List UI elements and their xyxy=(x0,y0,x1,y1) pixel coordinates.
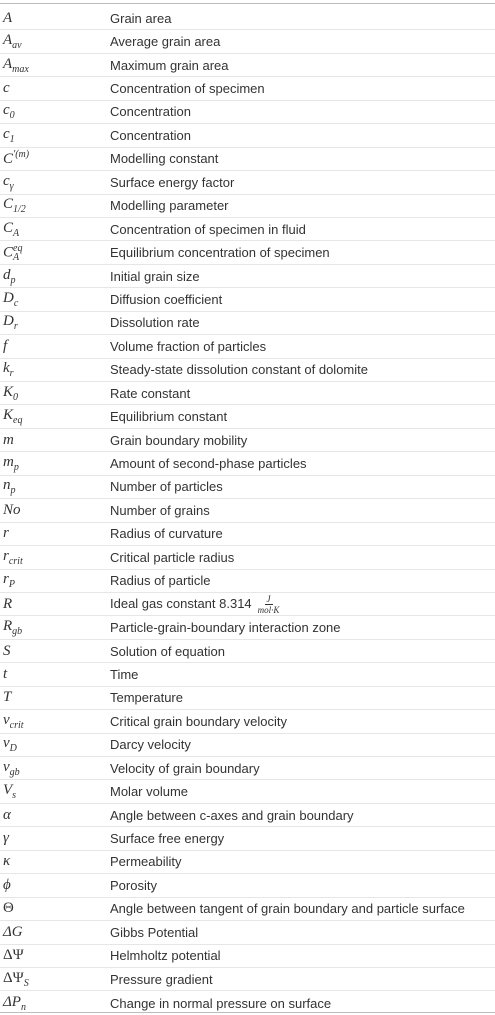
symbol-base: S xyxy=(3,642,11,659)
symbol-subscript: γ xyxy=(9,180,14,192)
description-text: Number of grains xyxy=(110,502,210,518)
symbol-subscript: 1/2 xyxy=(13,204,26,216)
symbol-cell xyxy=(0,618,110,637)
table-row xyxy=(0,640,495,663)
description-cell xyxy=(110,550,495,565)
description-text: Grain area xyxy=(110,10,172,26)
symbol-subscript: 1 xyxy=(9,133,15,145)
script-stack xyxy=(13,244,22,262)
symbol-base: A xyxy=(3,9,13,26)
description-text: Average grain area xyxy=(110,34,221,50)
table-row xyxy=(0,382,495,405)
description-cell xyxy=(110,456,495,471)
table-row xyxy=(0,710,495,733)
symbol-cell xyxy=(0,149,110,168)
symbol-subscript: P xyxy=(8,579,15,591)
description-cell xyxy=(110,339,495,354)
symbol-cell xyxy=(0,830,110,847)
symbol-base: ΔΨ xyxy=(3,947,24,964)
symbol-superscript: eq xyxy=(13,242,23,254)
symbol-base: γ xyxy=(3,830,9,847)
symbol-base: c xyxy=(3,80,10,97)
description-cell xyxy=(110,479,495,494)
description-cell xyxy=(110,901,495,916)
symbol-subscript: r xyxy=(9,368,14,380)
description-text: Solution of equation xyxy=(110,643,225,659)
description-text: Particle-grain-boundary interaction zone xyxy=(110,620,341,636)
symbol-base: c xyxy=(3,102,10,119)
symbol-base: R xyxy=(3,618,13,635)
description-cell xyxy=(110,644,495,659)
description-text: Volume fraction of particles xyxy=(110,338,267,354)
symbol-base: v xyxy=(3,735,10,752)
description-cell xyxy=(110,808,495,823)
symbol-cell xyxy=(0,267,110,286)
description-text: Gibbs Potential xyxy=(110,924,199,940)
description-text: Concentration of specimen xyxy=(110,81,265,97)
description-cell xyxy=(110,503,495,518)
table-row xyxy=(0,359,495,382)
symbol-superscript: ′(m) xyxy=(13,149,30,161)
table-body xyxy=(0,7,495,1015)
symbol-base: v xyxy=(3,711,10,728)
symbol-base: t xyxy=(3,665,8,682)
symbol-subscript: gb xyxy=(12,626,23,638)
description-text: Dissolution rate xyxy=(110,315,200,331)
table-row xyxy=(0,616,495,639)
description-text: Critical grain boundary velocity xyxy=(110,713,288,729)
symbol-base: v xyxy=(3,758,10,775)
table-row xyxy=(0,827,495,850)
symbol-base: α xyxy=(3,806,11,823)
description-text: Surface energy factor xyxy=(110,174,235,190)
symbol-subscript: s xyxy=(12,790,17,802)
table-row xyxy=(0,77,495,100)
symbol-base: C xyxy=(3,219,14,236)
symbol-base: A xyxy=(3,55,13,72)
symbol-cell xyxy=(0,384,110,403)
table-row xyxy=(0,241,495,264)
description-text: Radius of particle xyxy=(110,573,211,589)
description-text: Modelling parameter xyxy=(110,198,229,214)
symbol-subscript: S xyxy=(23,977,29,989)
table-row xyxy=(0,780,495,803)
symbol-base: m xyxy=(3,431,14,448)
description-cell xyxy=(110,948,495,963)
symbol-cell xyxy=(0,548,110,567)
description-cell xyxy=(110,362,495,377)
symbol-cell xyxy=(0,643,110,660)
description-cell xyxy=(110,996,495,1011)
table-row xyxy=(0,874,495,897)
description-cell xyxy=(110,104,495,119)
table-row xyxy=(0,195,495,218)
table-row xyxy=(0,288,495,311)
symbol-subscript: 0 xyxy=(13,391,19,403)
symbol-base: r xyxy=(3,571,9,588)
description-text: Concentration of specimen in fluid xyxy=(110,221,306,237)
table-row xyxy=(0,452,495,475)
table-row xyxy=(0,476,495,499)
symbol-cell xyxy=(0,947,110,964)
description-text: Molar volume xyxy=(110,784,189,800)
symbol-cell xyxy=(0,525,110,542)
description-cell xyxy=(110,198,495,213)
unit-fraction xyxy=(256,594,282,615)
symbol-subscript: A xyxy=(13,227,20,239)
symbol-base: D xyxy=(3,289,14,306)
symbol-subscript: 0 xyxy=(9,110,15,122)
description-text: Angle between c-axes and grain boundary xyxy=(110,807,354,823)
description-cell xyxy=(110,573,495,588)
description-cell xyxy=(110,315,495,330)
description-cell xyxy=(110,222,495,237)
description-cell xyxy=(110,714,495,729)
symbol-cell xyxy=(0,735,110,754)
symbol-base: r xyxy=(3,525,9,542)
table-row xyxy=(0,335,495,358)
table-row xyxy=(0,218,495,241)
description-cell xyxy=(110,151,495,166)
table-bottom-rule xyxy=(0,1012,495,1013)
table-row xyxy=(0,171,495,194)
description-cell xyxy=(110,737,495,752)
description-text: Amount of second-phase particles xyxy=(110,456,307,472)
table-row xyxy=(0,429,495,452)
table-row xyxy=(0,148,495,171)
description-text: Grain boundary mobility xyxy=(110,432,248,448)
description-text: Radius of curvature xyxy=(110,526,223,542)
description-cell xyxy=(110,854,495,869)
symbol-subscript: max xyxy=(12,63,29,75)
table-row xyxy=(0,921,495,944)
description-text: Initial grain size xyxy=(110,268,200,284)
symbol-base: Θ xyxy=(3,900,14,917)
symbol-cell xyxy=(0,502,110,519)
description-cell xyxy=(110,594,495,615)
description-cell xyxy=(110,925,495,940)
description-text: Steady-state dissolution constant of dolomite xyxy=(110,362,368,378)
description-text: Equilibrium constant xyxy=(110,409,228,425)
symbol-base: C xyxy=(3,196,14,213)
symbol-cell xyxy=(0,666,110,683)
unit-denominator: mol·K xyxy=(257,604,280,615)
table-row xyxy=(0,734,495,757)
symbol-base: V xyxy=(3,782,13,799)
table-row xyxy=(0,968,495,991)
symbol-subscript: p xyxy=(10,274,16,286)
description-cell xyxy=(110,175,495,190)
symbol-cell xyxy=(0,338,110,355)
description-text: Rate constant xyxy=(110,385,191,401)
symbol-base: ΔG xyxy=(3,923,23,940)
symbol-base: m xyxy=(3,454,14,471)
symbol-cell xyxy=(0,689,110,706)
symbol-cell xyxy=(0,102,110,121)
symbol-cell xyxy=(0,454,110,473)
description-cell xyxy=(110,58,495,73)
symbol-cell xyxy=(0,807,110,824)
description-cell xyxy=(110,690,495,705)
symbol-base: κ xyxy=(3,853,11,870)
description-cell xyxy=(110,34,495,49)
symbol-cell xyxy=(0,432,110,449)
symbol-base: c xyxy=(3,172,10,189)
table-row xyxy=(0,54,495,77)
symbol-base: No xyxy=(3,501,21,518)
description-text: Permeability xyxy=(110,854,182,870)
symbol-cell xyxy=(0,853,110,870)
description-cell xyxy=(110,761,495,776)
description-cell xyxy=(110,11,495,26)
symbol-base: f xyxy=(3,337,8,354)
symbol-subscript: crit xyxy=(9,719,24,731)
table-row xyxy=(0,687,495,710)
symbol-cell xyxy=(0,712,110,731)
table-row xyxy=(0,101,495,124)
table-row xyxy=(0,570,495,593)
description-text: Critical particle radius xyxy=(110,549,235,565)
description-text: Temperature xyxy=(110,690,183,706)
description-text: Darcy velocity xyxy=(110,737,191,753)
description-cell xyxy=(110,269,495,284)
symbol-cell xyxy=(0,360,110,379)
symbol-base: D xyxy=(3,313,14,330)
table-row xyxy=(0,265,495,288)
symbol-subscript: crit xyxy=(8,555,23,567)
symbol-subscript: gb xyxy=(9,766,20,778)
table-row xyxy=(0,757,495,780)
symbol-base: R xyxy=(3,595,13,612)
symbol-base: K xyxy=(3,407,14,424)
symbol-base: ΔP xyxy=(3,993,21,1010)
symbol-base: ϕ xyxy=(3,876,11,893)
description-text: Equilibrium concentration of specimen xyxy=(110,245,330,261)
symbol-cell xyxy=(0,56,110,75)
description-cell xyxy=(110,831,495,846)
symbol-cell xyxy=(0,782,110,801)
symbol-base: d xyxy=(3,266,11,283)
description-cell xyxy=(110,128,495,143)
description-cell xyxy=(110,386,495,401)
symbol-cell xyxy=(0,80,110,97)
description-text: Change in normal pressure on surface xyxy=(110,995,332,1011)
description-text: Number of particles xyxy=(110,479,223,495)
table-row xyxy=(0,593,495,616)
description-cell xyxy=(110,972,495,987)
symbol-subscript: p xyxy=(13,462,19,474)
symbol-base: C xyxy=(3,244,14,261)
symbol-cell xyxy=(0,994,110,1013)
symbol-cell xyxy=(0,196,110,215)
symbol-cell xyxy=(0,596,110,613)
description-cell xyxy=(110,620,495,635)
table-row xyxy=(0,663,495,686)
symbol-subscript: D xyxy=(9,743,17,755)
description-cell xyxy=(110,292,495,307)
symbol-subscript: n xyxy=(20,1001,26,1013)
symbol-base: A xyxy=(3,32,13,49)
table-row xyxy=(0,546,495,569)
symbol-subscript: c xyxy=(13,297,19,309)
description-text: Pressure gradient xyxy=(110,971,213,987)
symbol-cell xyxy=(0,571,110,590)
table-row xyxy=(0,499,495,522)
symbol-base: r xyxy=(3,547,9,564)
symbol-cell xyxy=(0,32,110,51)
table-top-rule xyxy=(0,3,495,4)
table-row xyxy=(0,7,495,30)
description-text: Concentration xyxy=(110,104,191,120)
table-row xyxy=(0,30,495,53)
description-cell xyxy=(110,878,495,893)
symbol-subscript: av xyxy=(12,40,22,52)
symbol-subscript: p xyxy=(10,485,16,497)
table-row xyxy=(0,405,495,428)
symbol-cell xyxy=(0,407,110,426)
symbol-subscript: eq xyxy=(13,415,23,427)
symbol-base: k xyxy=(3,360,10,377)
description-text: Diffusion coefficient xyxy=(110,291,223,307)
description-cell xyxy=(110,245,495,260)
symbol-cell xyxy=(0,900,110,917)
symbol-cell xyxy=(0,924,110,941)
description-cell xyxy=(110,784,495,799)
description-text: Concentration xyxy=(110,127,191,143)
symbol-cell xyxy=(0,126,110,145)
description-cell xyxy=(110,409,495,424)
symbol-cell xyxy=(0,477,110,496)
table-row xyxy=(0,804,495,827)
description-text: Surface free energy xyxy=(110,831,225,847)
symbol-subscript: A xyxy=(13,251,20,263)
table-row xyxy=(0,312,495,335)
symbol-cell xyxy=(0,220,110,239)
symbol-base: n xyxy=(3,477,11,494)
symbol-subscript: r xyxy=(13,321,18,333)
symbol-cell xyxy=(0,244,110,262)
symbol-cell xyxy=(0,877,110,894)
table-row xyxy=(0,945,495,968)
symbol-base: c xyxy=(3,125,10,142)
description-text: Helmholtz potential xyxy=(110,948,221,964)
symbol-cell xyxy=(0,313,110,332)
symbol-cell xyxy=(0,173,110,192)
symbol-cell xyxy=(0,290,110,309)
symbol-cell xyxy=(0,970,110,989)
table-row xyxy=(0,898,495,921)
description-text: Angle between tangent of grain boundary and particle surface xyxy=(110,901,465,917)
table-row xyxy=(0,523,495,546)
description-text: Velocity of grain boundary xyxy=(110,760,260,776)
description-cell xyxy=(110,81,495,96)
description-text: Modelling constant xyxy=(110,151,219,167)
symbol-base: T xyxy=(3,689,12,706)
table-row xyxy=(0,851,495,874)
table-row xyxy=(0,124,495,147)
symbol-base: K xyxy=(3,383,14,400)
description-text: Ideal gas constant 8.314 xyxy=(110,595,252,611)
unit-numerator: J xyxy=(266,593,271,604)
symbol-base: ΔΨ xyxy=(3,969,24,986)
description-text: Porosity xyxy=(110,877,157,893)
symbol-cell xyxy=(0,759,110,778)
description-text: Time xyxy=(110,666,139,682)
description-cell xyxy=(110,667,495,682)
description-text: Maximum grain area xyxy=(110,57,229,73)
symbol-base: C xyxy=(3,151,14,168)
description-cell xyxy=(110,433,495,448)
symbol-cell xyxy=(0,10,110,27)
description-cell xyxy=(110,526,495,541)
